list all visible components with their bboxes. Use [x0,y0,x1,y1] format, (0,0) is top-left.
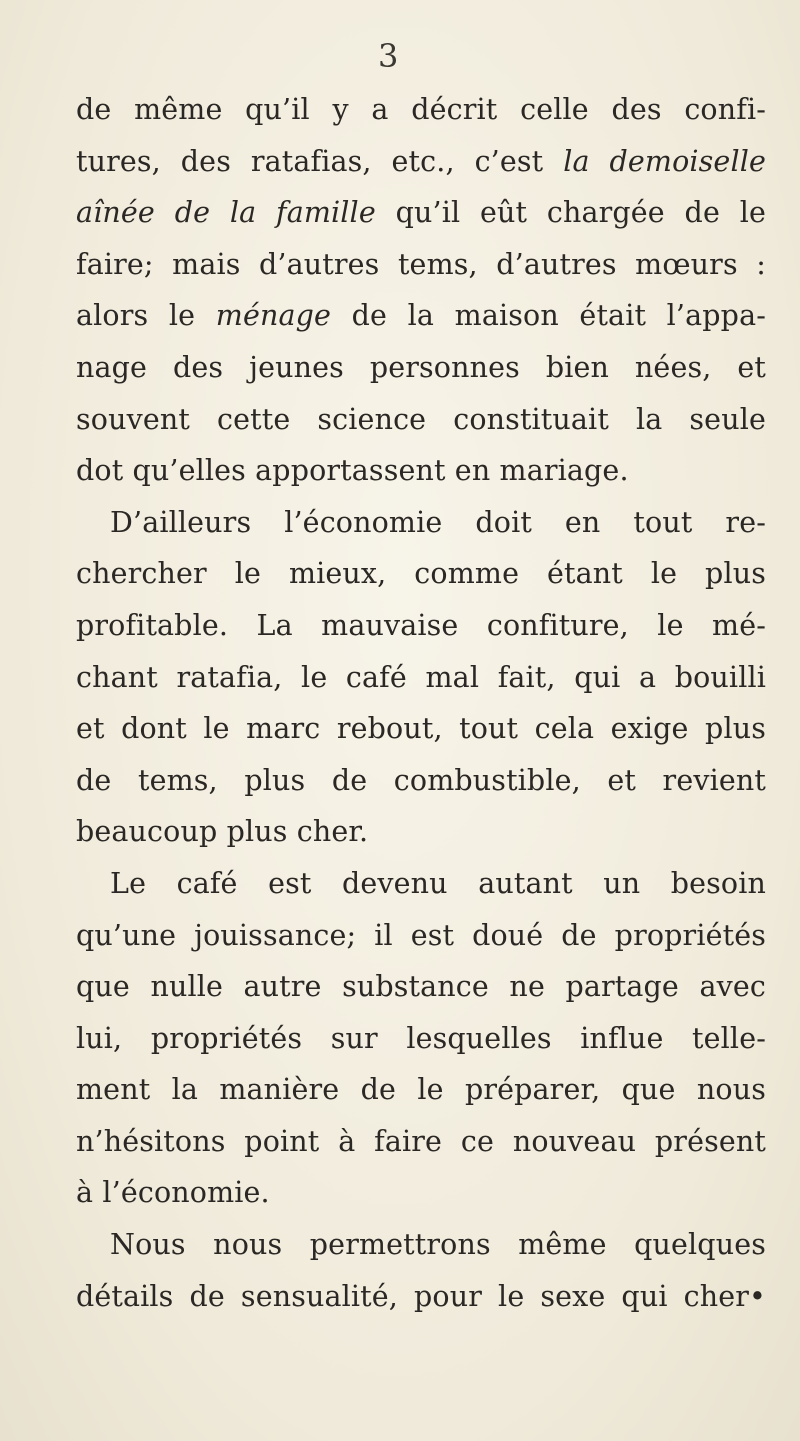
text-line [76,910,766,962]
text-line [76,290,766,342]
text-line [76,187,766,239]
text-line [76,755,766,807]
text-span: à l’économie. [76,1176,270,1210]
text-line [76,136,766,188]
text-line [76,1116,766,1168]
text-span: Nous nous permettrons même quelques [110,1228,766,1262]
text-line [76,1271,766,1323]
text-line [76,1219,766,1271]
text-line [76,703,766,755]
text-span: tures, des ratafias, etc., c’est [76,144,564,178]
text-span: de la maison était l’appa- [331,299,766,333]
text-line [76,394,766,446]
italic-text: ménage [215,299,332,333]
text-span: et dont le marc rebout, tout cela exige plus [76,712,766,746]
text-span: chant ratafia, le café mal fait, qui a bouilli [76,660,766,694]
text-line [76,858,766,910]
italic-text: la demoiselle [563,144,766,178]
text-span: que nulle autre substance ne partage avec [76,970,766,1004]
body-text [76,84,766,1322]
text-span: qu’il eût chargée de le [375,196,766,230]
text-span: profitable. La mauvaise confiture, le mé- [76,608,766,642]
text-line [76,1167,766,1219]
text-line [76,497,766,549]
text-span: Le café est devenu autant un besoin [110,866,766,900]
text-span: dot qu’elles apportassent en mariage. [76,454,629,488]
text-span: lui, propriétés sur lesquelles influe telle- [76,1021,766,1055]
text-line [76,1064,766,1116]
text-span: nage des jeunes personnes bien nées, et [76,350,766,384]
italic-text: aînée de la famille [76,196,376,230]
text-line [76,1013,766,1065]
text-line [76,806,766,858]
text-span: beaucoup plus cher. [76,815,369,849]
text-line [76,548,766,600]
text-span: D’ailleurs l’économie doit en tout re- [110,505,766,539]
text-span: ment la manière de le préparer, que nous [76,1073,766,1107]
text-span: souvent cette science constituait la seule [76,402,766,436]
text-span: alors le [76,299,216,333]
text-line [76,600,766,652]
text-line [76,84,766,136]
text-span: faire; mais d’autres tems, d’autres mœurs : [76,247,766,281]
text-span: qu’une jouissance; il est doué de propriétés [76,918,766,952]
text-line [76,652,766,704]
text-line [76,342,766,394]
text-span: détails de sensualité, pour le sexe qui cher• [76,1279,766,1313]
text-span: chercher le mieux, comme étant le plus [76,557,766,591]
text-span: n’hésitons point à faire ce nouveau présent [76,1124,766,1158]
page-number: 3 [378,37,399,75]
text-span: de même qu’il y a décrit celle des confi- [76,93,766,126]
text-span: de tems, plus de combustible, et revient [76,763,766,797]
text-line [76,239,766,291]
text-line [76,445,766,497]
text-line [76,961,766,1013]
